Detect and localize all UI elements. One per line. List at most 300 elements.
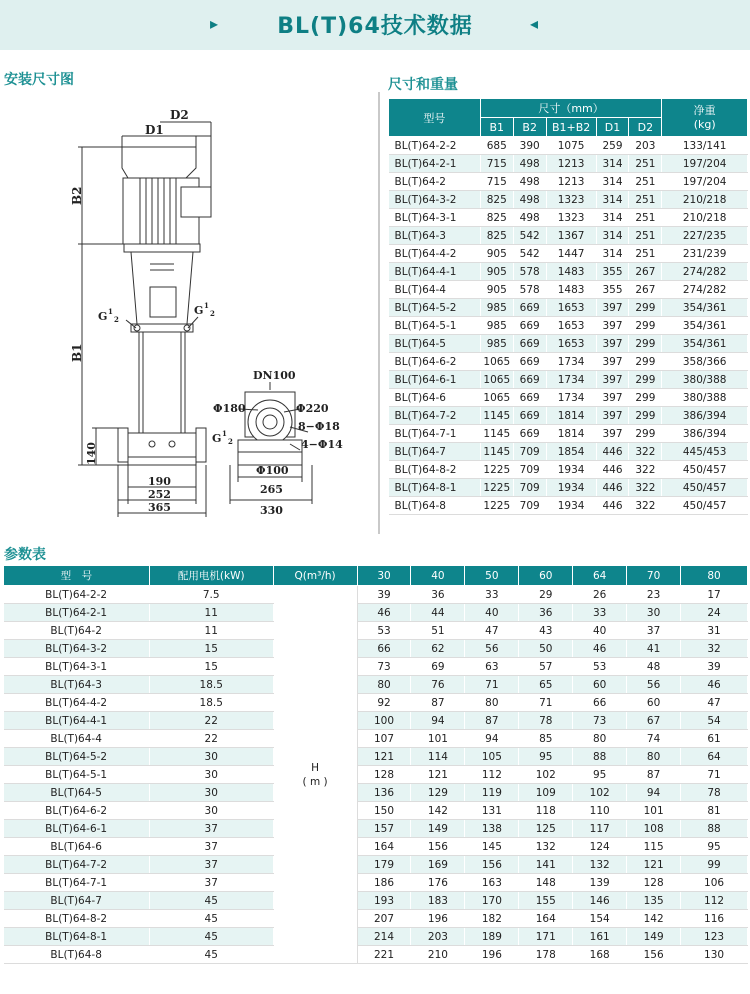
value-cell: 227/235 xyxy=(662,227,748,245)
head-value-cell: 193 xyxy=(357,892,411,910)
value-cell: 1213 xyxy=(546,173,596,191)
value-cell: 1225 xyxy=(480,497,513,515)
value-cell: 985 xyxy=(480,299,513,317)
head-value-cell: 62 xyxy=(411,640,465,658)
head-value-cell: 108 xyxy=(627,820,681,838)
head-value-cell: 51 xyxy=(411,622,465,640)
head-value-cell: 56 xyxy=(627,676,681,694)
value-cell: 445/453 xyxy=(662,443,748,461)
head-value-cell: 163 xyxy=(465,874,519,892)
head-value-cell: 39 xyxy=(357,586,411,604)
value-cell: 299 xyxy=(629,353,662,371)
motor-cell: 22 xyxy=(149,730,273,748)
model-cell: BL(T)64-5-2 xyxy=(389,299,481,317)
value-cell: 397 xyxy=(596,425,629,443)
head-value-cell: 121 xyxy=(357,748,411,766)
head-value-cell: 182 xyxy=(465,910,519,928)
value-cell: 709 xyxy=(513,479,546,497)
head-value-cell: 119 xyxy=(465,784,519,802)
motor-cell: 37 xyxy=(149,820,273,838)
value-cell: 251 xyxy=(629,227,662,245)
model-cell: BL(T)64-8-2 xyxy=(389,461,481,479)
table-row xyxy=(4,946,748,964)
value-cell: 314 xyxy=(596,245,629,263)
label-phi180: Φ180 xyxy=(213,402,246,415)
table-row xyxy=(389,317,748,335)
title-banner xyxy=(0,0,750,50)
head-value-cell: 47 xyxy=(681,694,748,712)
label-w252: 252 xyxy=(148,488,171,501)
label-holes: 8−Φ18 xyxy=(298,420,340,433)
value-cell: 985 xyxy=(480,317,513,335)
value-cell: 498 xyxy=(513,209,546,227)
head-value-cell: 80 xyxy=(357,676,411,694)
head-value-cell: 60 xyxy=(627,694,681,712)
head-value-cell: 40 xyxy=(465,604,519,622)
svg-text:G: G xyxy=(212,432,222,445)
head-value-cell: 94 xyxy=(411,712,465,730)
head-value-cell: 114 xyxy=(411,748,465,766)
value-cell: 197/204 xyxy=(662,173,748,191)
install-section-title: 安装尺寸图 xyxy=(4,72,74,88)
model-cell: BL(T)64-2-2 xyxy=(4,586,150,604)
svg-text:1: 1 xyxy=(108,307,113,316)
model-cell: BL(T)64-3-2 xyxy=(4,640,150,658)
svg-text:1: 1 xyxy=(222,429,227,438)
head-value-cell: 118 xyxy=(519,802,573,820)
head-value-cell: 110 xyxy=(573,802,627,820)
motor-cell: 45 xyxy=(149,928,273,946)
motor-cell: 15 xyxy=(149,640,273,658)
head-value-cell: 76 xyxy=(411,676,465,694)
table-row xyxy=(4,892,748,910)
head-value-cell: 164 xyxy=(519,910,573,928)
model-cell: BL(T)64-5-2 xyxy=(4,748,150,766)
head-value-cell: 129 xyxy=(411,784,465,802)
table-row xyxy=(4,658,748,676)
value-cell: 354/361 xyxy=(662,317,748,335)
value-cell: 380/388 xyxy=(662,371,748,389)
table-row xyxy=(389,461,748,479)
motor-cell: 45 xyxy=(149,892,273,910)
head-value-cell: 123 xyxy=(681,928,748,946)
value-cell: 1854 xyxy=(546,443,596,461)
value-cell: 274/282 xyxy=(662,263,748,281)
head-value-cell: 46 xyxy=(573,640,627,658)
head-value-cell: 203 xyxy=(411,928,465,946)
head-value-cell: 102 xyxy=(519,766,573,784)
value-cell: 390 xyxy=(513,137,546,155)
value-cell: 1065 xyxy=(480,353,513,371)
head-value-cell: 33 xyxy=(465,586,519,604)
head-value-cell: 156 xyxy=(411,838,465,856)
head-value-cell: 46 xyxy=(357,604,411,622)
value-cell: 251 xyxy=(629,155,662,173)
value-cell: 299 xyxy=(629,317,662,335)
value-cell: 1145 xyxy=(480,425,513,443)
model-cell: BL(T)64-4-2 xyxy=(4,694,150,712)
head-value-cell: 32 xyxy=(681,640,748,658)
model-cell: BL(T)64-3-1 xyxy=(4,658,150,676)
table-row xyxy=(4,676,748,694)
value-cell: 1814 xyxy=(546,425,596,443)
label-b1: B1 xyxy=(70,343,84,362)
value-cell: 450/457 xyxy=(662,497,748,515)
dim-col-header: D2 xyxy=(629,118,662,137)
model-cell: BL(T)64-5 xyxy=(389,335,481,353)
value-cell: 1653 xyxy=(546,317,596,335)
head-value-cell: 50 xyxy=(519,640,573,658)
table-row xyxy=(389,263,748,281)
head-value-cell: 56 xyxy=(465,640,519,658)
value-cell: 397 xyxy=(596,299,629,317)
flow-header: 64 xyxy=(573,566,627,586)
model-cell: BL(T)64-7-1 xyxy=(389,425,481,443)
head-value-cell: 189 xyxy=(465,928,519,946)
table-row xyxy=(389,479,748,497)
pump-drawing-svg xyxy=(0,92,378,534)
label-dn100: DN100 xyxy=(253,369,296,382)
head-value-cell: 46 xyxy=(681,676,748,694)
head-value-cell: 66 xyxy=(357,640,411,658)
head-value-cell: 155 xyxy=(519,892,573,910)
value-cell: 397 xyxy=(596,407,629,425)
label-g-right xyxy=(194,301,215,318)
left-arrow-icon: ▸ xyxy=(210,14,219,33)
head-value-cell: 81 xyxy=(681,802,748,820)
model-cell: BL(T)64-5-1 xyxy=(4,766,150,784)
value-cell: 446 xyxy=(596,479,629,497)
flow-header: 70 xyxy=(627,566,681,586)
model-cell: BL(T)64-2-1 xyxy=(389,155,481,173)
head-value-cell: 99 xyxy=(681,856,748,874)
head-value-cell: 156 xyxy=(627,946,681,964)
head-value-cell: 53 xyxy=(573,658,627,676)
model-cell: BL(T)64-6-2 xyxy=(389,353,481,371)
motor-cell: 7.5 xyxy=(149,586,273,604)
parameter-table xyxy=(3,565,748,964)
label-w365: 365 xyxy=(148,501,171,514)
value-cell: 498 xyxy=(513,173,546,191)
model-cell: BL(T)64-3 xyxy=(389,227,481,245)
table-row xyxy=(389,173,748,191)
value-cell: 905 xyxy=(480,281,513,299)
model-cell: BL(T)64-7 xyxy=(4,892,150,910)
value-cell: 446 xyxy=(596,443,629,461)
value-cell: 386/394 xyxy=(662,407,748,425)
table-row xyxy=(4,622,748,640)
table-row xyxy=(389,371,748,389)
label-d1: D1 xyxy=(145,123,164,137)
value-cell: 446 xyxy=(596,497,629,515)
head-value-cell: 92 xyxy=(357,694,411,712)
value-cell: 1934 xyxy=(546,461,596,479)
value-cell: 358/366 xyxy=(662,353,748,371)
head-value-cell: 63 xyxy=(465,658,519,676)
value-cell: 397 xyxy=(596,389,629,407)
value-cell: 322 xyxy=(629,443,662,461)
table-row xyxy=(4,910,748,928)
head-value-cell: 37 xyxy=(627,622,681,640)
right-arrow-icon: ◂ xyxy=(530,14,539,33)
head-value-cell: 149 xyxy=(627,928,681,946)
head-value-cell: 157 xyxy=(357,820,411,838)
value-cell: 709 xyxy=(513,461,546,479)
value-cell: 299 xyxy=(629,389,662,407)
motor-cell: 11 xyxy=(149,604,273,622)
value-cell: 299 xyxy=(629,407,662,425)
dim-head-weight: 净重 (kg) xyxy=(662,99,748,137)
value-cell: 397 xyxy=(596,317,629,335)
head-value-cell: 53 xyxy=(357,622,411,640)
motor-cell: 45 xyxy=(149,946,273,964)
head-value-cell: 47 xyxy=(465,622,519,640)
table-row xyxy=(4,712,748,730)
table-row xyxy=(4,838,748,856)
value-cell: 203 xyxy=(629,137,662,155)
motor-cell: 11 xyxy=(149,622,273,640)
svg-text:1: 1 xyxy=(204,301,209,310)
model-cell: BL(T)64-8 xyxy=(4,946,150,964)
head-label: H xyxy=(311,761,320,774)
value-cell: 1367 xyxy=(546,227,596,245)
head-value-cell: 150 xyxy=(357,802,411,820)
table-row xyxy=(4,802,748,820)
value-cell: 669 xyxy=(513,389,546,407)
model-cell: BL(T)64-4-1 xyxy=(389,263,481,281)
table-row xyxy=(4,640,748,658)
svg-text:2: 2 xyxy=(114,315,119,324)
model-cell: BL(T)64-8-2 xyxy=(4,910,150,928)
svg-text:2: 2 xyxy=(210,309,215,318)
table-row xyxy=(4,820,748,838)
table-row xyxy=(4,694,748,712)
value-cell: 314 xyxy=(596,227,629,245)
label-phi100: Φ100 xyxy=(256,464,289,477)
dims-section-title: 尺寸和重量 xyxy=(388,77,458,93)
value-cell: 578 xyxy=(513,281,546,299)
motor-cell: 37 xyxy=(149,856,273,874)
head-value-cell: 95 xyxy=(681,838,748,856)
table-row xyxy=(389,227,748,245)
value-cell: 1323 xyxy=(546,191,596,209)
head-value-cell: 87 xyxy=(411,694,465,712)
model-cell: BL(T)64-2-1 xyxy=(4,604,150,622)
value-cell: 669 xyxy=(513,353,546,371)
head-value-cell: 161 xyxy=(573,928,627,946)
head-value-cell: 183 xyxy=(411,892,465,910)
head-value-cell: 29 xyxy=(519,586,573,604)
motor-cell: 45 xyxy=(149,910,273,928)
value-cell: 542 xyxy=(513,245,546,263)
value-cell: 355 xyxy=(596,263,629,281)
param-head-q: Q(m³/h) xyxy=(273,566,357,586)
value-cell: 322 xyxy=(629,479,662,497)
table-row xyxy=(4,604,748,622)
head-value-cell: 178 xyxy=(519,946,573,964)
head-value-cell: 30 xyxy=(627,604,681,622)
head-value-cell: 169 xyxy=(411,856,465,874)
table-row xyxy=(389,209,748,227)
dim-col-header: B2 xyxy=(513,118,546,137)
head-value-cell: 116 xyxy=(681,910,748,928)
value-cell: 1734 xyxy=(546,371,596,389)
value-cell: 825 xyxy=(480,209,513,227)
value-cell: 709 xyxy=(513,443,546,461)
head-value-cell: 80 xyxy=(465,694,519,712)
label-w190: 190 xyxy=(148,475,171,488)
head-value-cell: 78 xyxy=(681,784,748,802)
model-cell: BL(T)64-2 xyxy=(389,173,481,191)
head-value-cell: 64 xyxy=(681,748,748,766)
value-cell: 685 xyxy=(480,137,513,155)
head-value-cell: 121 xyxy=(411,766,465,784)
value-cell: 578 xyxy=(513,263,546,281)
value-cell: 380/388 xyxy=(662,389,748,407)
value-cell: 498 xyxy=(513,155,546,173)
svg-text:G: G xyxy=(98,310,108,323)
value-cell: 1653 xyxy=(546,299,596,317)
label-w330: 330 xyxy=(260,504,283,517)
head-value-cell: 164 xyxy=(357,838,411,856)
head-value-cell: 87 xyxy=(465,712,519,730)
model-cell: BL(T)64-6 xyxy=(389,389,481,407)
table-row xyxy=(4,748,748,766)
value-cell: 669 xyxy=(513,317,546,335)
model-cell: BL(T)64-8 xyxy=(389,497,481,515)
head-unit-cell xyxy=(273,586,357,964)
label-b2: B2 xyxy=(70,186,84,205)
label-w265: 265 xyxy=(260,483,283,496)
dimension-weight-table xyxy=(388,98,748,515)
value-cell: 1065 xyxy=(480,389,513,407)
table-row xyxy=(4,766,748,784)
head-value-cell: 102 xyxy=(573,784,627,802)
value-cell: 397 xyxy=(596,335,629,353)
value-cell: 1934 xyxy=(546,479,596,497)
value-cell: 299 xyxy=(629,425,662,443)
model-cell: BL(T)64-5 xyxy=(4,784,150,802)
model-cell: BL(T)64-6-1 xyxy=(389,371,481,389)
param-head-motor: 配用电机(kW) xyxy=(149,566,273,586)
head-value-cell: 24 xyxy=(681,604,748,622)
head-value-cell: 168 xyxy=(573,946,627,964)
model-cell: BL(T)64-6 xyxy=(4,838,150,856)
head-value-cell: 145 xyxy=(465,838,519,856)
value-cell: 355 xyxy=(596,281,629,299)
model-cell: BL(T)64-8-1 xyxy=(4,928,150,946)
head-value-cell: 80 xyxy=(627,748,681,766)
model-cell: BL(T)64-8-1 xyxy=(389,479,481,497)
value-cell: 314 xyxy=(596,155,629,173)
value-cell: 1447 xyxy=(546,245,596,263)
table-row xyxy=(4,784,748,802)
value-cell: 1934 xyxy=(546,497,596,515)
head-value-cell: 138 xyxy=(465,820,519,838)
model-cell: BL(T)64-4-2 xyxy=(389,245,481,263)
head-value-cell: 66 xyxy=(573,694,627,712)
label-feet: 4−Φ14 xyxy=(301,438,343,451)
value-cell: 322 xyxy=(629,461,662,479)
head-value-cell: 40 xyxy=(573,622,627,640)
model-cell: BL(T)64-4 xyxy=(4,730,150,748)
head-value-cell: 221 xyxy=(357,946,411,964)
value-cell: 715 xyxy=(480,155,513,173)
model-cell: BL(T)64-2-2 xyxy=(389,137,481,155)
value-cell: 715 xyxy=(480,173,513,191)
head-value-cell: 88 xyxy=(573,748,627,766)
value-cell: 386/394 xyxy=(662,425,748,443)
head-value-cell: 112 xyxy=(681,892,748,910)
model-cell: BL(T)64-7-2 xyxy=(389,407,481,425)
motor-cell: 18.5 xyxy=(149,694,273,712)
head-value-cell: 214 xyxy=(357,928,411,946)
motor-cell: 15 xyxy=(149,658,273,676)
flow-header: 50 xyxy=(465,566,519,586)
table-row xyxy=(389,389,748,407)
head-value-cell: 57 xyxy=(519,658,573,676)
head-value-cell: 107 xyxy=(357,730,411,748)
value-cell: 669 xyxy=(513,407,546,425)
table-row xyxy=(4,874,748,892)
value-cell: 446 xyxy=(596,461,629,479)
head-value-cell: 131 xyxy=(465,802,519,820)
label-phi220: Φ220 xyxy=(296,402,329,415)
head-value-cell: 130 xyxy=(681,946,748,964)
head-value-cell: 41 xyxy=(627,640,681,658)
label-g-flange xyxy=(212,429,233,446)
head-value-cell: 196 xyxy=(411,910,465,928)
value-cell: 1483 xyxy=(546,263,596,281)
value-cell: 669 xyxy=(513,371,546,389)
head-value-cell: 117 xyxy=(573,820,627,838)
head-value-cell: 186 xyxy=(357,874,411,892)
flow-header: 40 xyxy=(411,566,465,586)
head-value-cell: 146 xyxy=(573,892,627,910)
head-value-cell: 128 xyxy=(627,874,681,892)
value-cell: 251 xyxy=(629,209,662,227)
head-value-cell: 88 xyxy=(681,820,748,838)
value-cell: 314 xyxy=(596,173,629,191)
page-title: BL(T)64技术数据 xyxy=(277,14,473,39)
head-value-cell: 154 xyxy=(573,910,627,928)
model-cell: BL(T)64-4 xyxy=(389,281,481,299)
head-value-cell: 95 xyxy=(519,748,573,766)
head-value-cell: 94 xyxy=(627,784,681,802)
motor-cell: 30 xyxy=(149,748,273,766)
head-value-cell: 17 xyxy=(681,586,748,604)
value-cell: 1225 xyxy=(480,479,513,497)
head-value-cell: 61 xyxy=(681,730,748,748)
motor-cell: 30 xyxy=(149,802,273,820)
head-value-cell: 31 xyxy=(681,622,748,640)
installation-drawing xyxy=(0,92,380,534)
head-value-cell: 74 xyxy=(627,730,681,748)
table-row xyxy=(4,586,748,604)
head-value-cell: 69 xyxy=(411,658,465,676)
value-cell: 267 xyxy=(629,281,662,299)
table-row xyxy=(389,155,748,173)
motor-cell: 37 xyxy=(149,874,273,892)
head-value-cell: 71 xyxy=(681,766,748,784)
head-value-cell: 179 xyxy=(357,856,411,874)
value-cell: 450/457 xyxy=(662,479,748,497)
value-cell: 825 xyxy=(480,191,513,209)
head-value-cell: 148 xyxy=(519,874,573,892)
motor-cell: 30 xyxy=(149,784,273,802)
head-value-cell: 115 xyxy=(627,838,681,856)
head-value-cell: 73 xyxy=(357,658,411,676)
